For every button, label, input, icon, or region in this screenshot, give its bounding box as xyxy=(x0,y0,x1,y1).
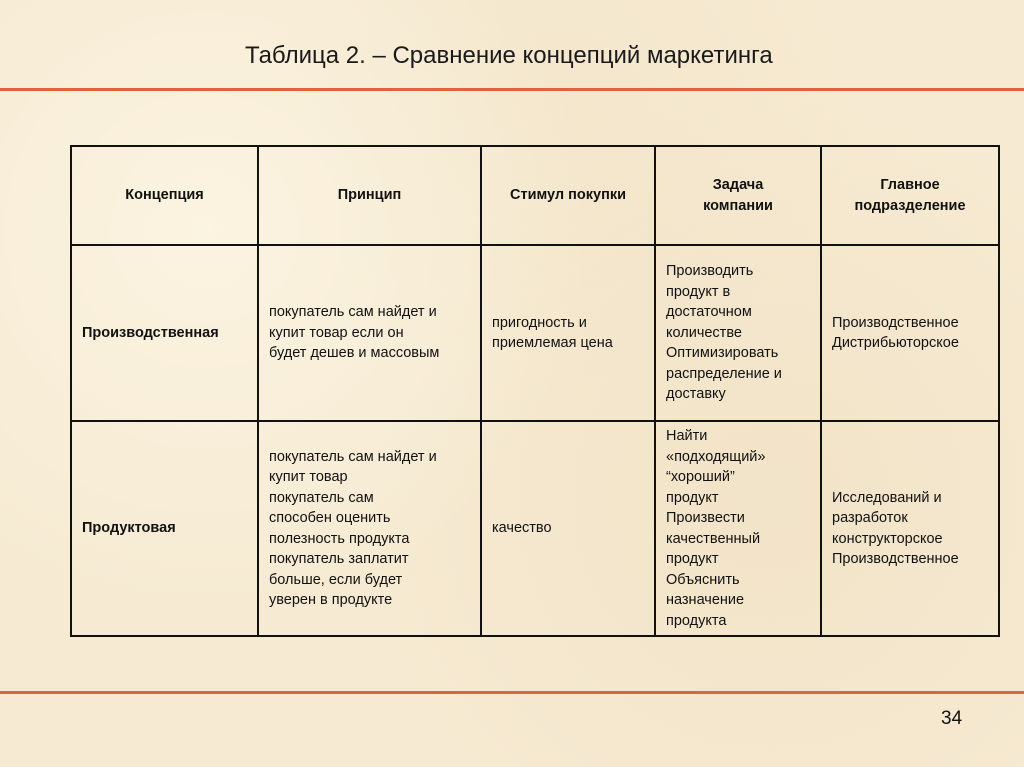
cell-principle xyxy=(258,421,481,636)
cell-task xyxy=(655,245,821,421)
header-task xyxy=(655,146,821,245)
cell-line: качественный xyxy=(666,530,761,547)
header-stimulus xyxy=(481,146,655,245)
cell-concept xyxy=(71,245,258,421)
header-line: Задача xyxy=(712,177,764,193)
cell-principle xyxy=(258,245,481,421)
cell-stimulus xyxy=(481,245,655,421)
cell-line: покупатель сам найдет и xyxy=(269,304,437,321)
header-line: Концепция xyxy=(125,187,204,204)
top-divider xyxy=(0,88,1024,91)
cell-line: Найти xyxy=(666,428,708,444)
cell-line: разработок xyxy=(832,510,908,526)
cell-line: купит товар если он xyxy=(269,324,404,341)
cell-line: приемлемая цена xyxy=(492,335,613,351)
cell-line: Продуктовая xyxy=(82,520,176,537)
slide-title: Таблица 2. – Сравнение концепций маркетинга xyxy=(245,42,773,69)
cell-stimulus xyxy=(481,421,655,636)
header-division xyxy=(821,146,999,245)
cell-line: покупатель сам найдет и xyxy=(269,448,437,465)
cell-line: покупатель заплатит xyxy=(269,551,409,567)
header-line: Принцип xyxy=(337,187,402,204)
cell-line: Производственное xyxy=(832,551,959,567)
cell-line: Произвести xyxy=(666,510,745,526)
cell-line: Дистрибьюторское xyxy=(832,335,959,351)
cell-line: Производить xyxy=(666,263,754,280)
cell-line: купит товар xyxy=(269,469,348,485)
cell-line: конструкторское xyxy=(832,530,943,547)
cell-line: способен оценить xyxy=(269,510,391,526)
cell-line: больше, если будет xyxy=(269,571,403,588)
cell-line: продукт xyxy=(666,551,719,567)
cell-concept xyxy=(71,421,258,636)
header-line: Стимул покупки xyxy=(510,187,626,204)
cell-division xyxy=(821,421,999,636)
table-header-row xyxy=(71,146,999,245)
page-number: 34 xyxy=(941,708,963,729)
cell-line: Оптимизировать xyxy=(666,345,779,362)
cell-line: назначение xyxy=(666,592,745,608)
table-row xyxy=(71,421,999,636)
cell-line: продукт в xyxy=(666,283,731,300)
bottom-divider xyxy=(0,691,1024,694)
cell-line: Производственная xyxy=(82,324,219,341)
cell-line: Объяснить xyxy=(666,571,740,588)
table-row xyxy=(71,245,999,421)
cell-line: будет дешев и массовым xyxy=(269,345,440,362)
cell-line: доставку xyxy=(666,386,726,403)
cell-line: Производственное xyxy=(832,314,959,331)
cell-line: «подходящий» xyxy=(666,448,766,465)
cell-line: продукт xyxy=(666,489,719,506)
header-line: подразделение xyxy=(854,197,966,214)
cell-line: уверен в продукте xyxy=(269,592,393,608)
cell-line: количестве xyxy=(666,324,742,341)
cell-line: покупатель сам xyxy=(269,489,374,506)
header-concept xyxy=(71,146,258,245)
cell-line: распределение и xyxy=(666,365,782,382)
marketing-concepts-table xyxy=(70,145,1000,637)
cell-line: достаточном xyxy=(666,304,752,321)
cell-line: полезность продукта xyxy=(269,530,410,547)
cell-line: пригодность и xyxy=(492,314,587,331)
cell-task xyxy=(655,421,821,636)
cell-line: продукта xyxy=(666,612,727,629)
header-principle xyxy=(258,146,481,245)
header-line: компании xyxy=(703,197,773,214)
cell-line: Исследований и xyxy=(832,489,942,506)
cell-line: качество xyxy=(492,520,552,537)
cell-line: “хороший” xyxy=(666,469,735,485)
cell-division xyxy=(821,245,999,421)
header-line: Главное xyxy=(880,177,940,193)
